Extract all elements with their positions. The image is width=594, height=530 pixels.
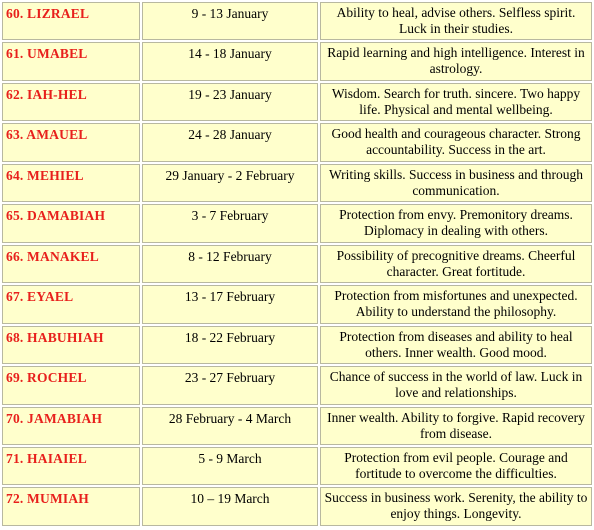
table-row <box>2 123 592 161</box>
angel-description: Protection from evil people. Courage and fortitude to overcome the difficulties. <box>320 447 592 485</box>
date-range: 28 February - 4 March <box>142 407 318 445</box>
angel-name: 66. MANAKEL <box>2 245 140 283</box>
angel-description: Inner wealth. Ability to forgive. Rapid recovery from disease. <box>320 407 592 445</box>
angel-description: Good health and courageous character. Strong accountability. Success in the art. <box>320 123 592 161</box>
angel-name: 71. HAIAIEL <box>2 447 140 485</box>
date-range: 29 January - 2 February <box>142 164 318 202</box>
angel-name: 65. DAMABIAH <box>2 204 140 242</box>
table-row <box>2 42 592 80</box>
angel-description: Writing skills. Success in business and through communication. <box>320 164 592 202</box>
angel-name: 62. IAH-HEL <box>2 83 140 121</box>
table-row <box>2 164 592 202</box>
angel-name: 68. HABUHIAH <box>2 326 140 364</box>
date-range: 9 - 13 January <box>142 2 318 40</box>
angel-name: 64. MEHIEL <box>2 164 140 202</box>
table-row <box>2 2 592 40</box>
table-row <box>2 447 592 485</box>
date-range: 5 - 9 March <box>142 447 318 485</box>
angel-name: 69. ROCHEL <box>2 366 140 404</box>
angel-name: 60. LIZRAEL <box>2 2 140 40</box>
date-range: 23 - 27 February <box>142 366 318 404</box>
angel-name: 70. JAMABIAH <box>2 407 140 445</box>
angel-description: Chance of success in the world of law. Luck in love and relationships. <box>320 366 592 404</box>
angel-name: 67. EYAEL <box>2 285 140 323</box>
table-row <box>2 245 592 283</box>
date-range: 3 - 7 February <box>142 204 318 242</box>
angel-name: 63. AMAUEL <box>2 123 140 161</box>
date-range: 13 - 17 February <box>142 285 318 323</box>
angel-description: Protection from diseases and ability to heal others. Inner wealth. Good mood. <box>320 326 592 364</box>
table-row <box>2 487 592 526</box>
date-range: 24 - 28 January <box>142 123 318 161</box>
table-row <box>2 83 592 121</box>
angel-description: Protection from misfortunes and unexpected. Ability to understand the philosophy. <box>320 285 592 323</box>
date-range: 14 - 18 January <box>142 42 318 80</box>
angel-name: 61. UMABEL <box>2 42 140 80</box>
angel-description: Ability to heal, advise others. Selfless spirit. Luck in their studies. <box>320 2 592 40</box>
date-range: 18 - 22 February <box>142 326 318 364</box>
angel-description: Protection from envy. Premonitory dreams. Diplomacy in dealing with others. <box>320 204 592 242</box>
angel-description: Possibility of precognitive dreams. Cheerful character. Great fortitude. <box>320 245 592 283</box>
angel-description: Success in business work. Serenity, the ability to enjoy things. Longevity. <box>320 487 592 526</box>
table-row <box>2 204 592 242</box>
angel-description: Rapid learning and high intelligence. Interest in astrology. <box>320 42 592 80</box>
table-row <box>2 326 592 364</box>
angel-name: 72. MUMIAH <box>2 487 140 526</box>
date-range: 19 - 23 January <box>142 83 318 121</box>
table-row <box>2 366 592 404</box>
table-row <box>2 407 592 445</box>
date-range: 8 - 12 February <box>142 245 318 283</box>
date-range: 10 – 19 March <box>142 487 318 526</box>
table-row <box>2 285 592 323</box>
angel-description: Wisdom. Search for truth. sincere. Two happy life. Physical and mental wellbeing. <box>320 83 592 121</box>
